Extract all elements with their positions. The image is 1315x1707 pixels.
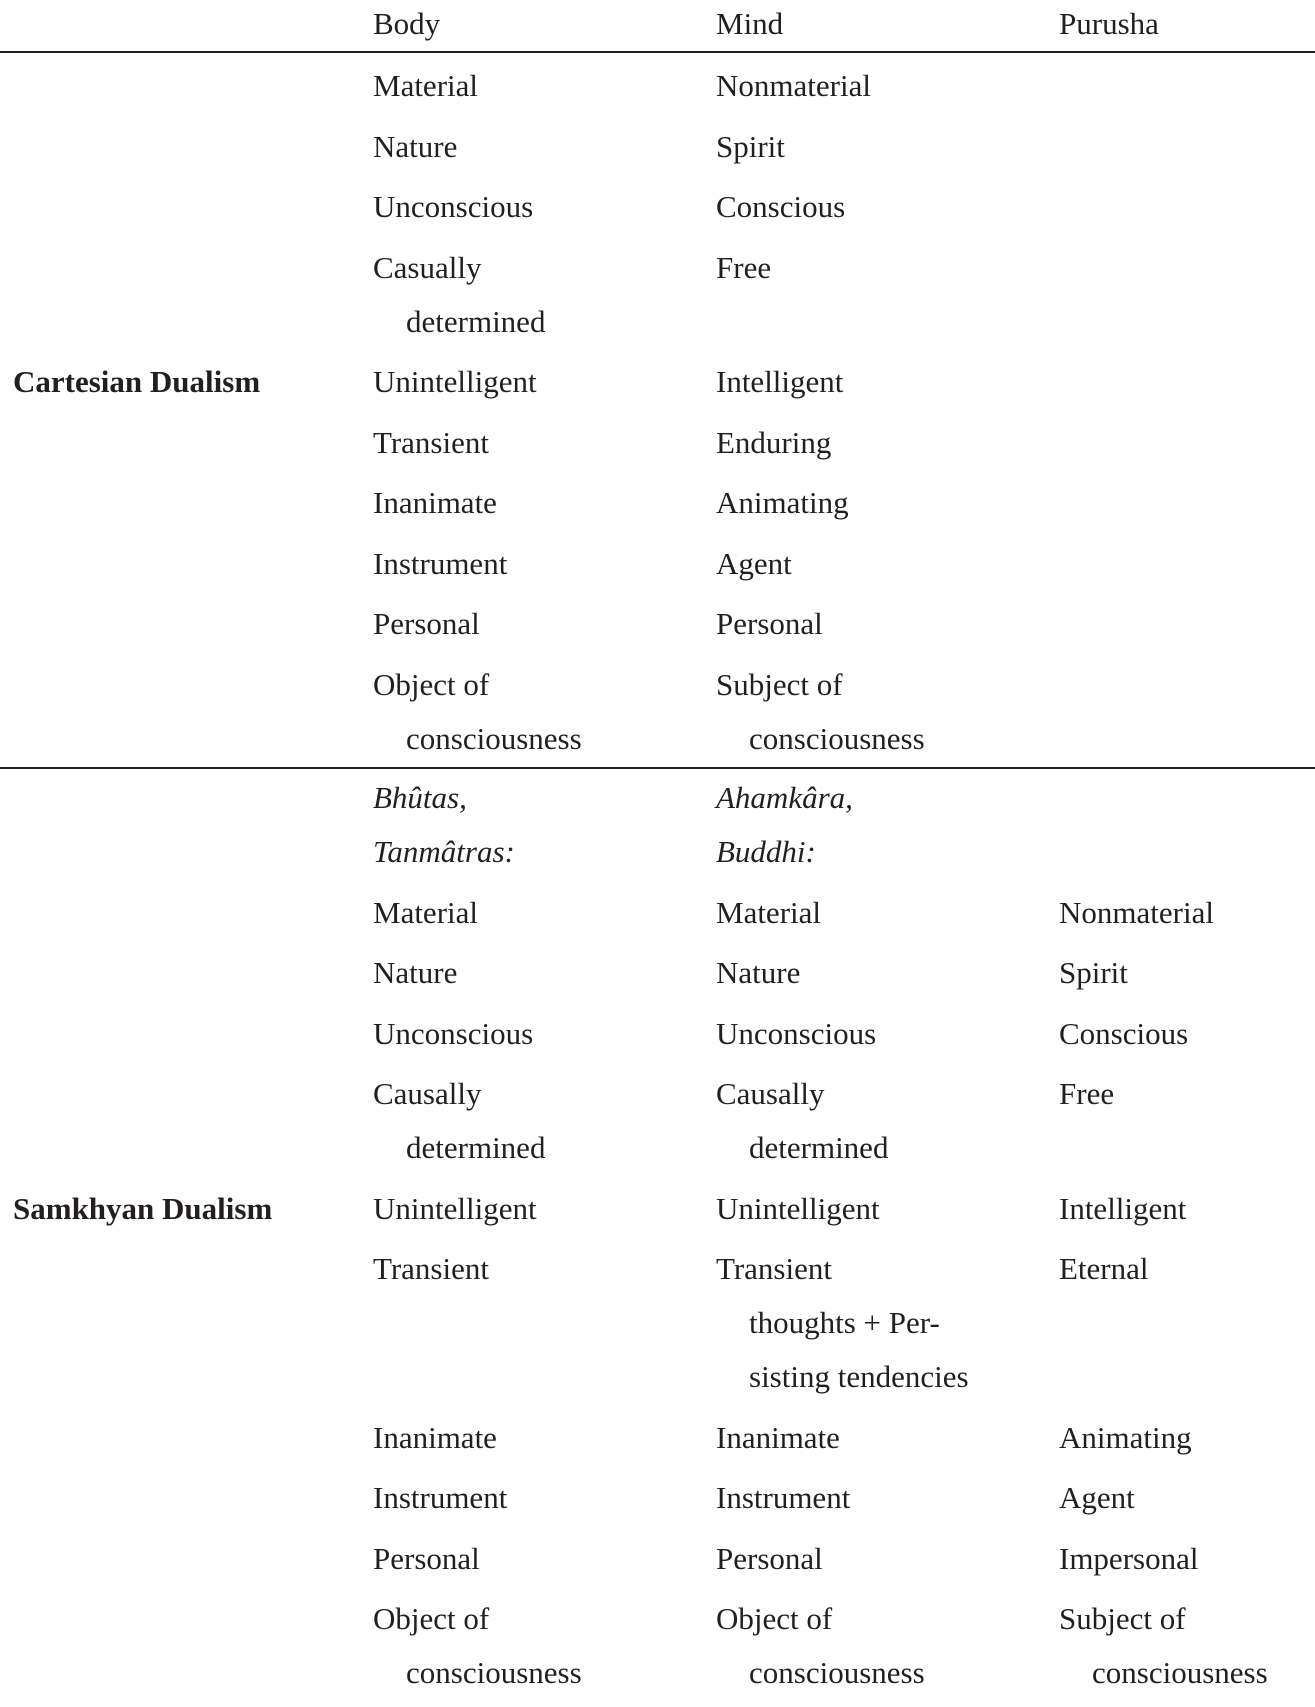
cell-text: Personal	[373, 606, 480, 641]
cell-text: Conscious	[716, 189, 846, 224]
cell-text: Impersonal	[1059, 1540, 1199, 1576]
cell-mind	[716, 1411, 840, 1465]
table-row	[0, 1007, 1315, 1061]
cell-body	[373, 1007, 533, 1061]
cell-mind	[716, 597, 823, 651]
row-group-label: Cartesian Dualism	[13, 364, 261, 399]
cell-mind	[716, 946, 800, 1000]
cell-body	[373, 1411, 497, 1465]
cell-body	[373, 120, 457, 174]
cell-purusha	[1059, 1067, 1114, 1121]
cell-mind	[716, 120, 785, 174]
table-row	[0, 1532, 1315, 1586]
cell-text: Object of	[373, 1601, 490, 1636]
cell-text: Material	[373, 68, 479, 103]
cell-text: consciousness	[1092, 1655, 1268, 1690]
cell-text: Buddhi:	[716, 834, 816, 869]
cell-mind	[716, 771, 853, 879]
cell-text: Eternal	[1059, 1251, 1149, 1286]
table-row	[0, 1242, 1315, 1404]
cell-body	[373, 1182, 537, 1236]
cell-purusha	[1059, 1242, 1149, 1296]
cell-body	[373, 355, 537, 409]
header-rule	[0, 51, 1315, 53]
cell-text: Nature	[373, 955, 458, 990]
cell-text: Instrument	[373, 545, 508, 581]
cell-text: Unintelligent	[373, 364, 537, 399]
cell-body	[373, 1471, 507, 1525]
table-row	[0, 537, 1315, 591]
cell-text: Inanimate	[716, 1419, 840, 1455]
cell-text: Ahamkâra,	[716, 780, 853, 815]
cell-text: sisting tendencies	[749, 1359, 969, 1394]
table-row	[0, 416, 1315, 470]
cell-text: Nature	[373, 128, 458, 164]
cell-body	[373, 658, 582, 766]
cell-text: Spirit	[1059, 955, 1128, 990]
cell-text: Spirit	[716, 128, 785, 164]
cell-body	[373, 1592, 582, 1700]
cell-text: Material	[716, 894, 822, 930]
cell-text: consciousness	[406, 720, 582, 756]
cell-purusha	[1059, 1471, 1135, 1525]
cell-text: Intelligent	[716, 364, 844, 399]
cell-body	[373, 597, 480, 651]
cell-text: Personal	[716, 606, 823, 641]
cell-text: thoughts + Per-	[749, 1305, 940, 1340]
cell-text: Intelligent	[1059, 1190, 1187, 1226]
cell-body	[373, 886, 478, 940]
cell-text: Transient	[716, 1251, 832, 1286]
cell-text: Subject of	[716, 666, 843, 702]
cell-text: determined	[406, 303, 546, 339]
cell-text: Inanimate	[373, 485, 497, 520]
table-row	[0, 946, 1315, 1000]
cell-purusha	[1059, 1007, 1188, 1061]
table-header	[0, 0, 1315, 51]
cell-mind	[716, 886, 821, 940]
cell-purusha	[1059, 946, 1128, 1000]
table-row	[0, 476, 1315, 530]
section-cartesian-dualism	[0, 59, 1315, 772]
section-rule	[0, 767, 1315, 769]
table-row	[0, 120, 1315, 174]
table-row	[0, 771, 1315, 879]
cell-body	[373, 1242, 489, 1296]
header-body: Body	[373, 6, 441, 41]
cell-mind	[716, 1471, 850, 1525]
cell-text: Casually	[373, 249, 482, 285]
cell-text: Causally	[716, 1076, 825, 1111]
table-row	[0, 1411, 1315, 1465]
cell-purusha	[1059, 1411, 1192, 1465]
cell-mind	[716, 476, 849, 530]
cell-text: Agent	[1059, 1480, 1135, 1515]
cell-text: Instrument	[716, 1480, 851, 1515]
cell-mind	[716, 1067, 888, 1175]
cell-purusha	[1059, 1182, 1186, 1236]
cell-text: Inanimate	[373, 1419, 497, 1455]
cell-body	[373, 946, 457, 1000]
table-row	[0, 658, 1315, 766]
cell-text: Agent	[716, 545, 792, 581]
cell-text: Transient	[373, 1251, 489, 1286]
cell-text: Nature	[716, 955, 801, 990]
cell-purusha	[1059, 1592, 1268, 1700]
cell-text: Causally	[373, 1076, 482, 1111]
cell-text: Unconscious	[716, 1015, 877, 1051]
cell-mind	[716, 416, 831, 470]
header-mind: Mind	[716, 6, 784, 41]
cell-text: Bhûtas,	[373, 780, 467, 815]
table-row	[0, 1592, 1315, 1700]
cell-text: Object of	[716, 1601, 833, 1636]
cell-body	[373, 771, 515, 879]
table-row	[0, 59, 1315, 113]
cell-text: consciousness	[406, 1655, 582, 1690]
cell-text: Personal	[716, 1540, 823, 1576]
cell-body	[373, 59, 478, 113]
cell-text: Nonmaterial	[1059, 894, 1214, 930]
cell-text: Unconscious	[373, 189, 534, 224]
cell-text: Transient	[373, 424, 489, 460]
cell-text: Enduring	[716, 424, 832, 460]
cell-text: Conscious	[1059, 1015, 1189, 1051]
cell-text: Instrument	[373, 1480, 508, 1515]
header-purusha: Purusha	[1059, 6, 1159, 41]
cell-body	[373, 180, 533, 234]
cell-mind	[716, 59, 871, 113]
cell-text: Free	[1059, 1076, 1115, 1111]
table-row	[0, 1067, 1315, 1175]
cell-purusha	[1059, 1532, 1198, 1586]
cell-text: Unintelligent	[716, 1190, 880, 1226]
table-row	[0, 355, 1315, 409]
cell-mind	[716, 537, 792, 591]
cell-text: Free	[716, 249, 772, 285]
cell-text: Nonmaterial	[716, 68, 871, 103]
cell-mind	[716, 355, 843, 409]
cell-mind	[716, 1007, 876, 1061]
cell-text: Material	[373, 894, 479, 930]
cell-text: consciousness	[749, 720, 925, 756]
cell-text: determined	[749, 1130, 889, 1165]
cell-text: determined	[406, 1130, 546, 1165]
cell-mind	[716, 658, 925, 766]
cell-body	[373, 476, 497, 530]
cell-mind	[716, 1182, 880, 1236]
cell-text: Subject of	[1059, 1601, 1186, 1636]
cell-text: consciousness	[749, 1655, 925, 1690]
cell-mind	[716, 180, 845, 234]
cell-body	[373, 1067, 545, 1175]
section-samkhyan-dualism	[0, 771, 1315, 1707]
cell-body	[373, 537, 507, 591]
cell-mind	[716, 1592, 925, 1700]
cell-body	[373, 416, 489, 470]
cell-mind	[716, 1532, 823, 1586]
table-row	[0, 180, 1315, 234]
table-row	[0, 886, 1315, 940]
cell-body	[373, 241, 545, 349]
table-row	[0, 597, 1315, 651]
cell-text: Animating	[1059, 1419, 1192, 1455]
table-row	[0, 1471, 1315, 1525]
cell-text: Object of	[373, 666, 490, 702]
cell-text: Unconscious	[373, 1015, 534, 1051]
cell-mind	[716, 241, 771, 295]
cell-text: Personal	[373, 1540, 480, 1576]
cell-purusha	[1059, 886, 1214, 940]
cell-text: Tanmâtras:	[373, 834, 515, 869]
cell-text: Unintelligent	[373, 1190, 537, 1226]
table-row	[0, 1182, 1315, 1236]
table-row	[0, 241, 1315, 349]
row-group-label: Samkhyan Dualism	[13, 1190, 273, 1226]
cell-mind	[716, 1242, 969, 1404]
cell-text: Animating	[716, 485, 849, 520]
cell-body	[373, 1532, 480, 1586]
